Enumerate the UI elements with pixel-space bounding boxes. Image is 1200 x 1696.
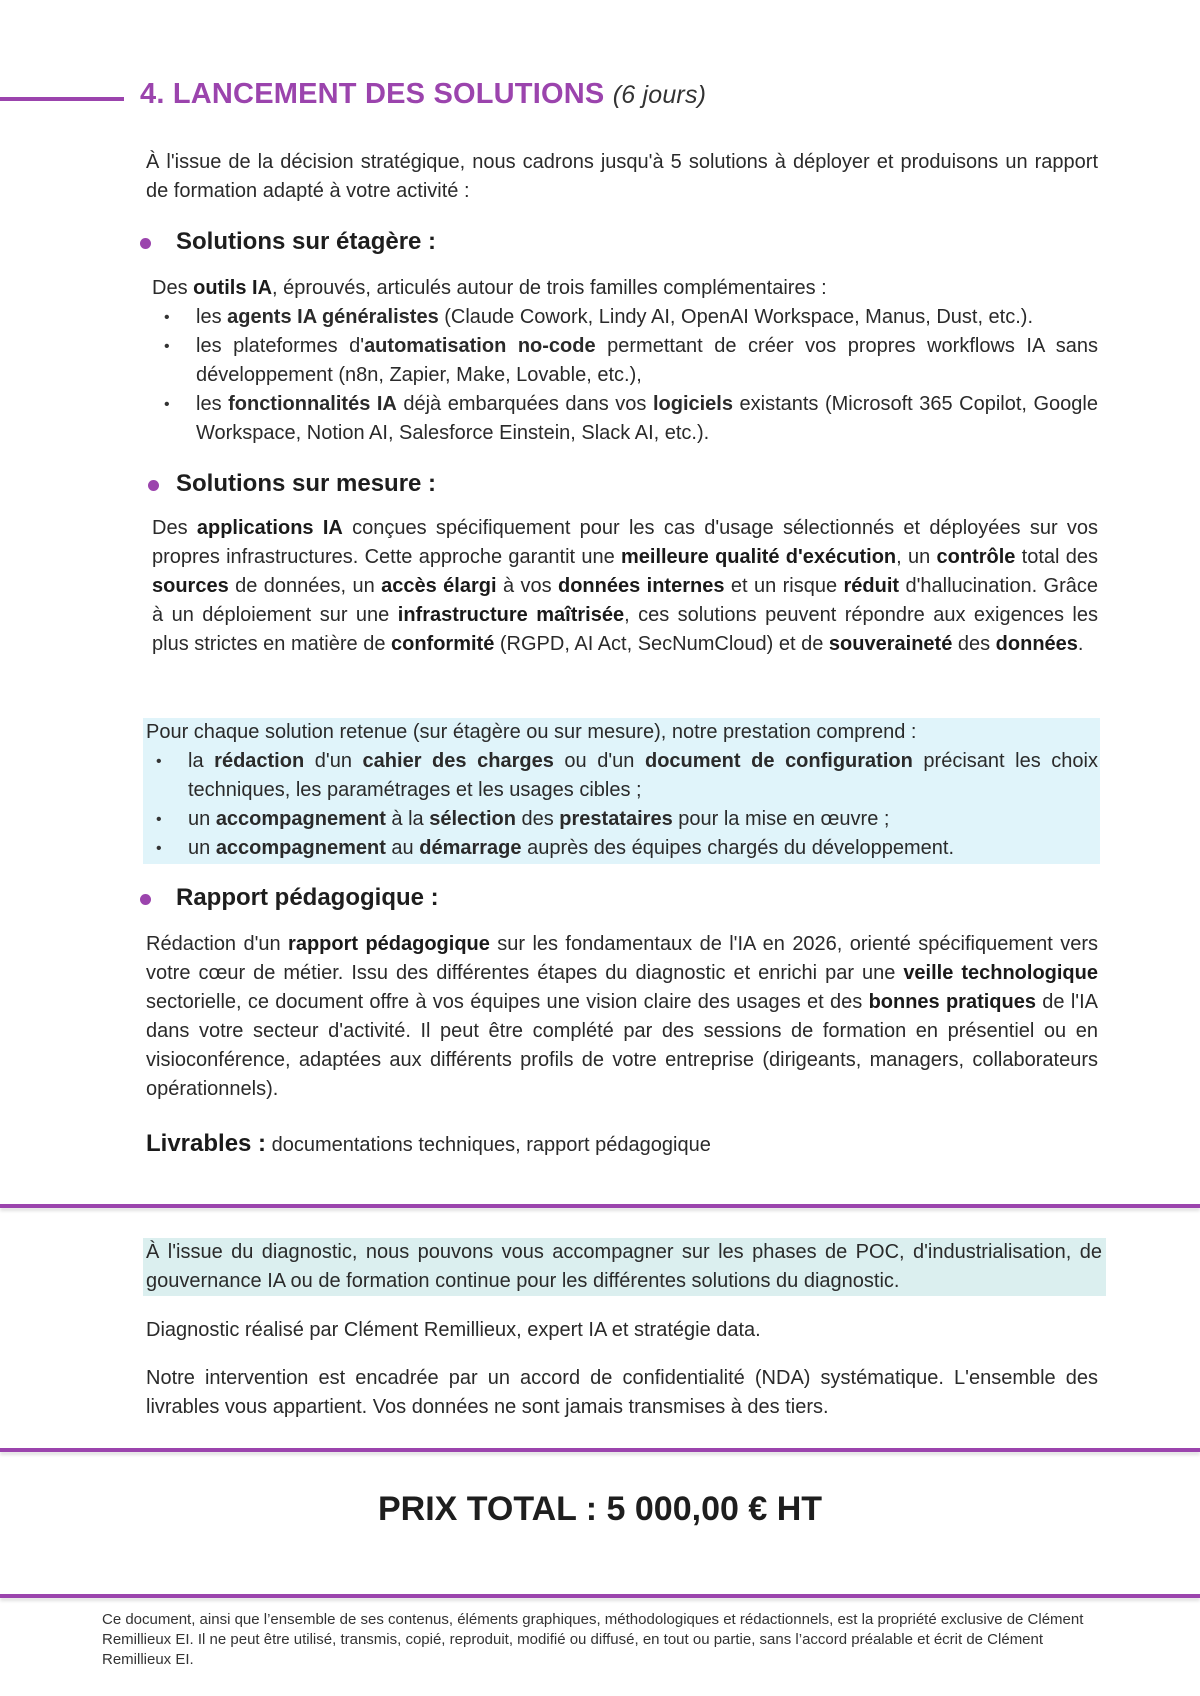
bullet-dot-icon xyxy=(140,894,151,905)
deliverables-value: documentations techniques, rapport pédagogique xyxy=(266,1134,711,1156)
section-duration: (6 jours) xyxy=(612,81,707,109)
custom-heading: Solutions sur mesure : xyxy=(176,470,437,497)
heading-accent-rule xyxy=(0,97,124,101)
deliverables-label: Livrables : xyxy=(146,1130,267,1157)
report-heading: Rapport pédagogique : xyxy=(176,884,439,911)
nda-paragraph: Notre intervention est encadrée par un accord de confidentialité (NDA) systématique. L'ensemble des livrables vous appartient. Vos données ne sont jamais transmises à des tiers. xyxy=(146,1367,1098,1418)
list-item: • les agents IA généralistes (Claude Cowork, Lindy AI, OpenAI Workspace, Manus, Dust, etc.). xyxy=(164,306,1034,328)
bullet-dot-icon xyxy=(140,238,151,249)
list-item: • un accompagnement au démarrage auprès des équipes chargés du développement. xyxy=(156,837,955,859)
deliverables-line xyxy=(146,1130,711,1158)
list-item: • la rédaction d'un cahier des charges ou d'un document de configuration précisant les choix techniques, les paramétrages et les usages cibles ; xyxy=(156,750,1098,801)
shelf-lead: Des outils IA, éprouvés, articulés autour de trois familles complémentaires : xyxy=(152,277,827,299)
section-number: 4. xyxy=(140,78,165,110)
author-line: Diagnostic réalisé par Clément Remillieux, expert IA et stratégie data. xyxy=(146,1319,761,1341)
custom-paragraph: Des applications IA conçues spécifiquement pour les cas d'usage sélectionnés et déployées sur vos propres infrastructures. Cette approche garantit une meilleure qualité d'exécution, un contrôle total des sources de données, un accès élargi à vos données internes et un risque réduit d'hallucination. Grâce à un déploiement sur une infrastructure maîtrisée, ces solutions peuvent répondre aux exigences les plus strictes en matière de conformité (RGPD, AI Act, SecNumCloud) et de souveraineté des données. xyxy=(152,517,1099,655)
prestation-lead: Pour chaque solution retenue (sur étagère ou sur mesure), notre prestation comprend : xyxy=(146,721,917,743)
section-title-text: LANCEMENT DES SOLUTIONS xyxy=(172,78,605,110)
prestation-list xyxy=(146,747,1098,863)
shelf-heading: Solutions sur étagère : xyxy=(176,228,437,255)
report-paragraph: Rédaction d'un rapport pédagogique sur les fondamentaux de l'IA en 2026, orienté spécifiquement vers votre cœur de métier. Issu des différentes étapes du diagnostic et enrichi par une veille technologique sectorielle, ce document offre à vos équipes une vision claire des usages et des bonnes pratiques de l'IA dans votre secteur d'activité. Il peut être complété par des sessions de formation en présentiel ou en visioconférence, adaptées aux différents profils de votre entreprise (dirigeants, managers, collaborateurs opérationnels). xyxy=(146,933,1099,1100)
total-price: PRIX TOTAL : 5 000,00 € HT xyxy=(377,1490,823,1528)
section-title xyxy=(140,78,706,111)
list-item: • les fonctionnalités IA déjà embarquées dans vos logiciels existants (Microsoft 365 Copilot, Google Workspace, Notion AI, Salesforce Einstein, Slack AI, etc.). xyxy=(164,393,1098,444)
shelf-list xyxy=(154,303,1098,448)
footer-divider xyxy=(0,1594,1200,1598)
section-divider xyxy=(0,1204,1200,1208)
bullet-dot-icon xyxy=(148,480,159,491)
section-divider xyxy=(0,1448,1200,1452)
intro-paragraph: À l'issue de la décision stratégique, nous cadrons jusqu'à 5 solutions à déployer et produisons un rapport de formation adapté à votre activité : xyxy=(146,151,1098,202)
footer-legal: Ce document, ainsi que l’ensemble de ses contenus, éléments graphiques, méthodologiques et rédactionnels, est la propriété exclusive de Clément Remillieux EI. Il ne peut être utilisé, transmis, copié, reproduit, modifié ou diffusé, en tout ou partie, sans l’accord préalable et écrit de Clément Remillieux EI. xyxy=(102,1611,1084,1668)
list-item: • les plateformes d'automatisation no-code permettant de créer vos propres workflows IA sans développement (n8n, Zapier, Make, Lovable, etc.), xyxy=(164,335,1098,386)
after-paragraph: À l'issue du diagnostic, nous pouvons vous accompagner sur les phases de POC, d'industrialisation, de gouvernance IA ou de formation continue pour les différentes solutions du diagnostic. xyxy=(146,1241,1102,1292)
list-item: • un accompagnement à la sélection des prestataires pour la mise en œuvre ; xyxy=(156,808,890,830)
